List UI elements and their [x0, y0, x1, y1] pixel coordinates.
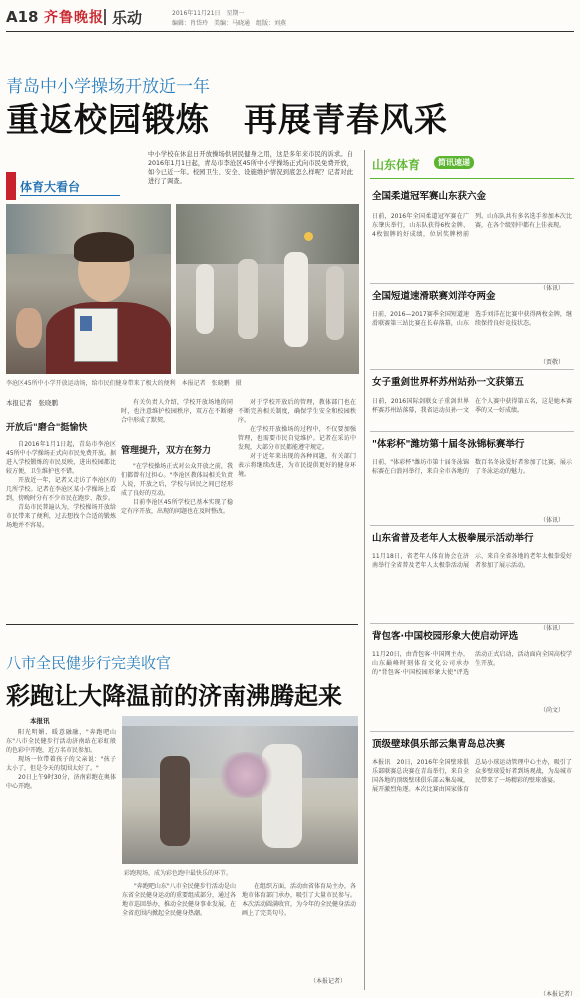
paragraph: 20日上午9时30分，济南彩跑在奥体中心开跑。	[6, 774, 116, 790]
sidebar-divider	[370, 525, 574, 526]
paragraph: 目前李沧区45所学校已基本实现了稳定有序开放，出现的问题也在及时整改。	[121, 499, 233, 515]
sidebar-news-body: 11月20日，由背包客·中国网主办，山东巅峰时刻体育文化公司承办的"背包客·中国校园形象大使"评选活动正式启动，活动面向全国高校学生开放。	[372, 651, 572, 676]
sidebar-news-credit: （体讯）	[540, 285, 565, 292]
sidebar-news-body: 日前，2016国际剑联女子重剑世界杯赛苏州站落幕，我省运动员孙一文在个人赛中获得第五名，这是她本赛季的又一好成绩。	[372, 398, 572, 414]
feature-headline: 重返校园锻炼 再展青春风采	[6, 100, 448, 139]
subhead-2: 管理提升，双方在努力	[121, 446, 212, 456]
second-kicker: 八市全民健步行完美收官	[6, 654, 172, 672]
paragraph: 阳光明媚、暖意融融，"奔跑吧山东"八市全民健步行活动济南站在彩虹般的色彩中开跑，近万名市民参加。	[6, 729, 116, 754]
banner-badge: 简讯速递	[434, 156, 474, 169]
feature-col-1	[6, 440, 116, 610]
second-col-3	[242, 882, 356, 974]
page-number: A18	[6, 8, 39, 26]
column-tag-label: 体育大看台	[20, 180, 81, 194]
page-header	[0, 0, 580, 32]
paragraph: 对于近年来出现的各种问题，有关部门表示将继续改进，为市民提供更好的健身环境。	[238, 453, 356, 478]
sidebar-news-body: 日前，2016—2017赛季全国短道速滑联赛第三站比赛在长春落幕，山东选手刘洋在比赛中获得两枚金牌，继续保持良好竞技状态。	[372, 311, 572, 327]
paragraph: "奔跑吧山东"八市全民健步行活动是山东省全民健身运动的重要组成部分，通过各地市巡回举办，推动全民健身事业发展，在全省范围内掀起全民健身热潮。	[122, 883, 236, 917]
second-headline: 彩跑让大降温前的济南沸腾起来	[6, 682, 342, 710]
paragraph: 在组织方面，活动由省体育局主办，各地市体育部门承办，吸引了大量市民参与。本次活动圆满收官，为今年的全民健身活动画上了完美句号。	[242, 883, 356, 917]
paragraph: 对于学校开放后的管理，教体部门也在不断完善相关制度，确保学生安全和校园秩序。	[238, 399, 356, 424]
column-tag	[6, 172, 126, 200]
photo-resident-with-card	[6, 204, 171, 374]
woman-hair	[74, 232, 134, 262]
hand	[16, 308, 42, 348]
sidebar-news-title: "体彩杯"潍坊第十届冬泳锦标赛举行	[372, 439, 525, 450]
header-rule	[6, 31, 574, 32]
date-line: 2016年11月21日 星期一	[172, 10, 245, 17]
sidebar-divider	[370, 283, 574, 284]
paper-logo: 齐鲁晚报	[44, 10, 104, 26]
feature-col-2	[121, 398, 233, 436]
sidebar-news-title: 背包客·中国校园形象大使启动评选	[372, 631, 519, 642]
section-divider	[6, 624, 358, 625]
ball	[304, 232, 313, 241]
second-caption: 彩跑现场，成为彩色跑中最快乐的环节。	[124, 870, 233, 877]
second-col-1	[6, 728, 116, 988]
staff-line: 编辑：肖岱玲 美编：马晓通 组版：刘燕	[172, 20, 287, 27]
photo-exercise-group	[176, 204, 359, 374]
sidebar-news-credit: （体讯）	[540, 625, 565, 632]
subhead-1: 开放后"磨合"挺愉快	[6, 423, 88, 433]
paragraph: 现场一位带着孩子的父亲说："孩子太小了，但是今天的氛围太好了。"	[6, 756, 116, 772]
paragraph: 开放近一年，记者又走访了李沧区的几所学校。记者在李沧区某小学操场上看到，傍晚时分有不少市民在跑步、散步。	[6, 477, 116, 502]
color-powder	[216, 752, 276, 798]
sidebar-divider	[370, 731, 574, 732]
paragraph: 青岛市民普遍认为，学校操场开放给市民带来了便利，过去想找个合适的锻炼场地并不容易。	[6, 504, 116, 529]
feature-byline: 本报记者 张晓鹏	[6, 399, 58, 407]
dancer-1	[196, 264, 214, 334]
sidebar-news-title: 女子重剑世界杯苏州站孙一文获第五	[372, 377, 525, 388]
sidebar-news-credit: （体讯）	[540, 517, 565, 524]
tag-accent	[6, 172, 16, 200]
sidebar-divider	[370, 623, 574, 624]
paragraph: "在学校操场正式对公众开放之前，我们都曾有过担心。"李沧区教体局相关负责人说，开放之后，学校与居民之间已经形成了良好的互动。	[121, 463, 233, 497]
sidebar-news-credit: （贾敬）	[540, 359, 565, 366]
sidebar-news-credit: （本报记者）	[540, 991, 577, 998]
dancer-4	[326, 266, 344, 340]
paragraph: 自2016年1月1日起，青岛市李沧区45所中小学操场正式向市民免费开放。据进入学校锻炼的市民反映，进出校园都比较方便，卫生维护也不错。	[6, 441, 116, 475]
sidebar-news-credit: （尚文）	[540, 707, 565, 714]
sidebar-divider	[370, 431, 574, 432]
sidebar-divider	[370, 369, 574, 370]
section-name: 乐动	[112, 9, 143, 27]
sidebar-banner	[370, 150, 574, 179]
paragraph: 有关负责人介绍，学校开放场地的同时，也注意维护校园秩序，双方在不断磨合中形成了默契。	[121, 399, 233, 424]
sidebar-news-title: 山东省普及老年人太极拳展示活动举行	[372, 533, 534, 544]
feature-caption: 李沧区45所中小学开放运动场，给市民们健身带来了极大的便利 本报记者 张晓鹏 摄	[6, 380, 242, 387]
paragraph: 在学校开放操场的过程中，不仅要加强管理，也需要市民自觉维护。记者在采访中发现，大部分市民都能遵守规定。	[238, 426, 356, 451]
banner-title: 山东体育	[372, 158, 421, 172]
second-byline: 本报讯	[30, 717, 50, 725]
sidebar-news-title: 顶级壁球俱乐部云集青岛总决赛	[372, 739, 506, 750]
feature-col-2b	[121, 462, 233, 612]
card-photo	[80, 316, 92, 331]
sidebar-news-body: 本报讯 20日，2016年全国壁球俱乐部联赛总决赛在青岛举行，来自全国各地的顶级壁球俱乐部云集岛城，展开激烈角逐。本次比赛由国家体育总局小球运动管理中心主办，吸引了众多壁球爱好者到场观战，为岛城市民带来了一场精彩的壁球盛宴。	[372, 759, 572, 793]
tag-underline	[20, 195, 120, 196]
trees	[176, 204, 359, 264]
sidebar-news-body: 日前，2016年全国柔道冠军赛在广东肇庆举行，山东队获得6枚金牌、4枚银牌的好成绩，位居奖牌榜前列。山东队共有多名选手参加本次比赛，在各个级别中都有上佳表现。	[372, 213, 572, 238]
column-divider	[364, 150, 365, 990]
dancer-3	[284, 252, 308, 347]
sidebar-news-title: 全国短道速滑联赛刘洋夺两金	[372, 291, 496, 302]
feature-lead: 中小学校在休息日开放操场供居民健身之用，这是多年来市民的诉求。自2016年1月1日起，青岛市李沧区45所中小学操场正式向市民免费开放，如今已近一年。校园卫生、安全、设施维护情况到底怎么样呢？记者对此进行了调查。	[148, 151, 353, 185]
second-col-2	[122, 882, 236, 982]
dancer-2	[238, 259, 258, 339]
logo-divider	[104, 9, 106, 25]
runner-left	[160, 756, 190, 846]
feature-col-3	[238, 398, 356, 610]
feature-kicker: 青岛中小学操场开放近一年	[6, 77, 210, 97]
sidebar-news-body: 日前，"体彩杯"潍坊市第十届冬泳锦标赛在白浪河举行，来自全市各地的数百名冬泳爱好者参加了比赛，展示了冬泳运动的魅力。	[372, 459, 572, 475]
second-credit: （本报记者）	[310, 978, 347, 985]
photo-color-run	[122, 716, 358, 864]
sidebar-news-title: 全国柔道冠军赛山东获六金	[372, 191, 487, 202]
sidebar-news-body: 11月18日，省老年人体育协会在济南举行全省普及老年人太极拳活动展示，来自全省各地的老年太极拳爱好者参加了展示活动。	[372, 553, 572, 569]
